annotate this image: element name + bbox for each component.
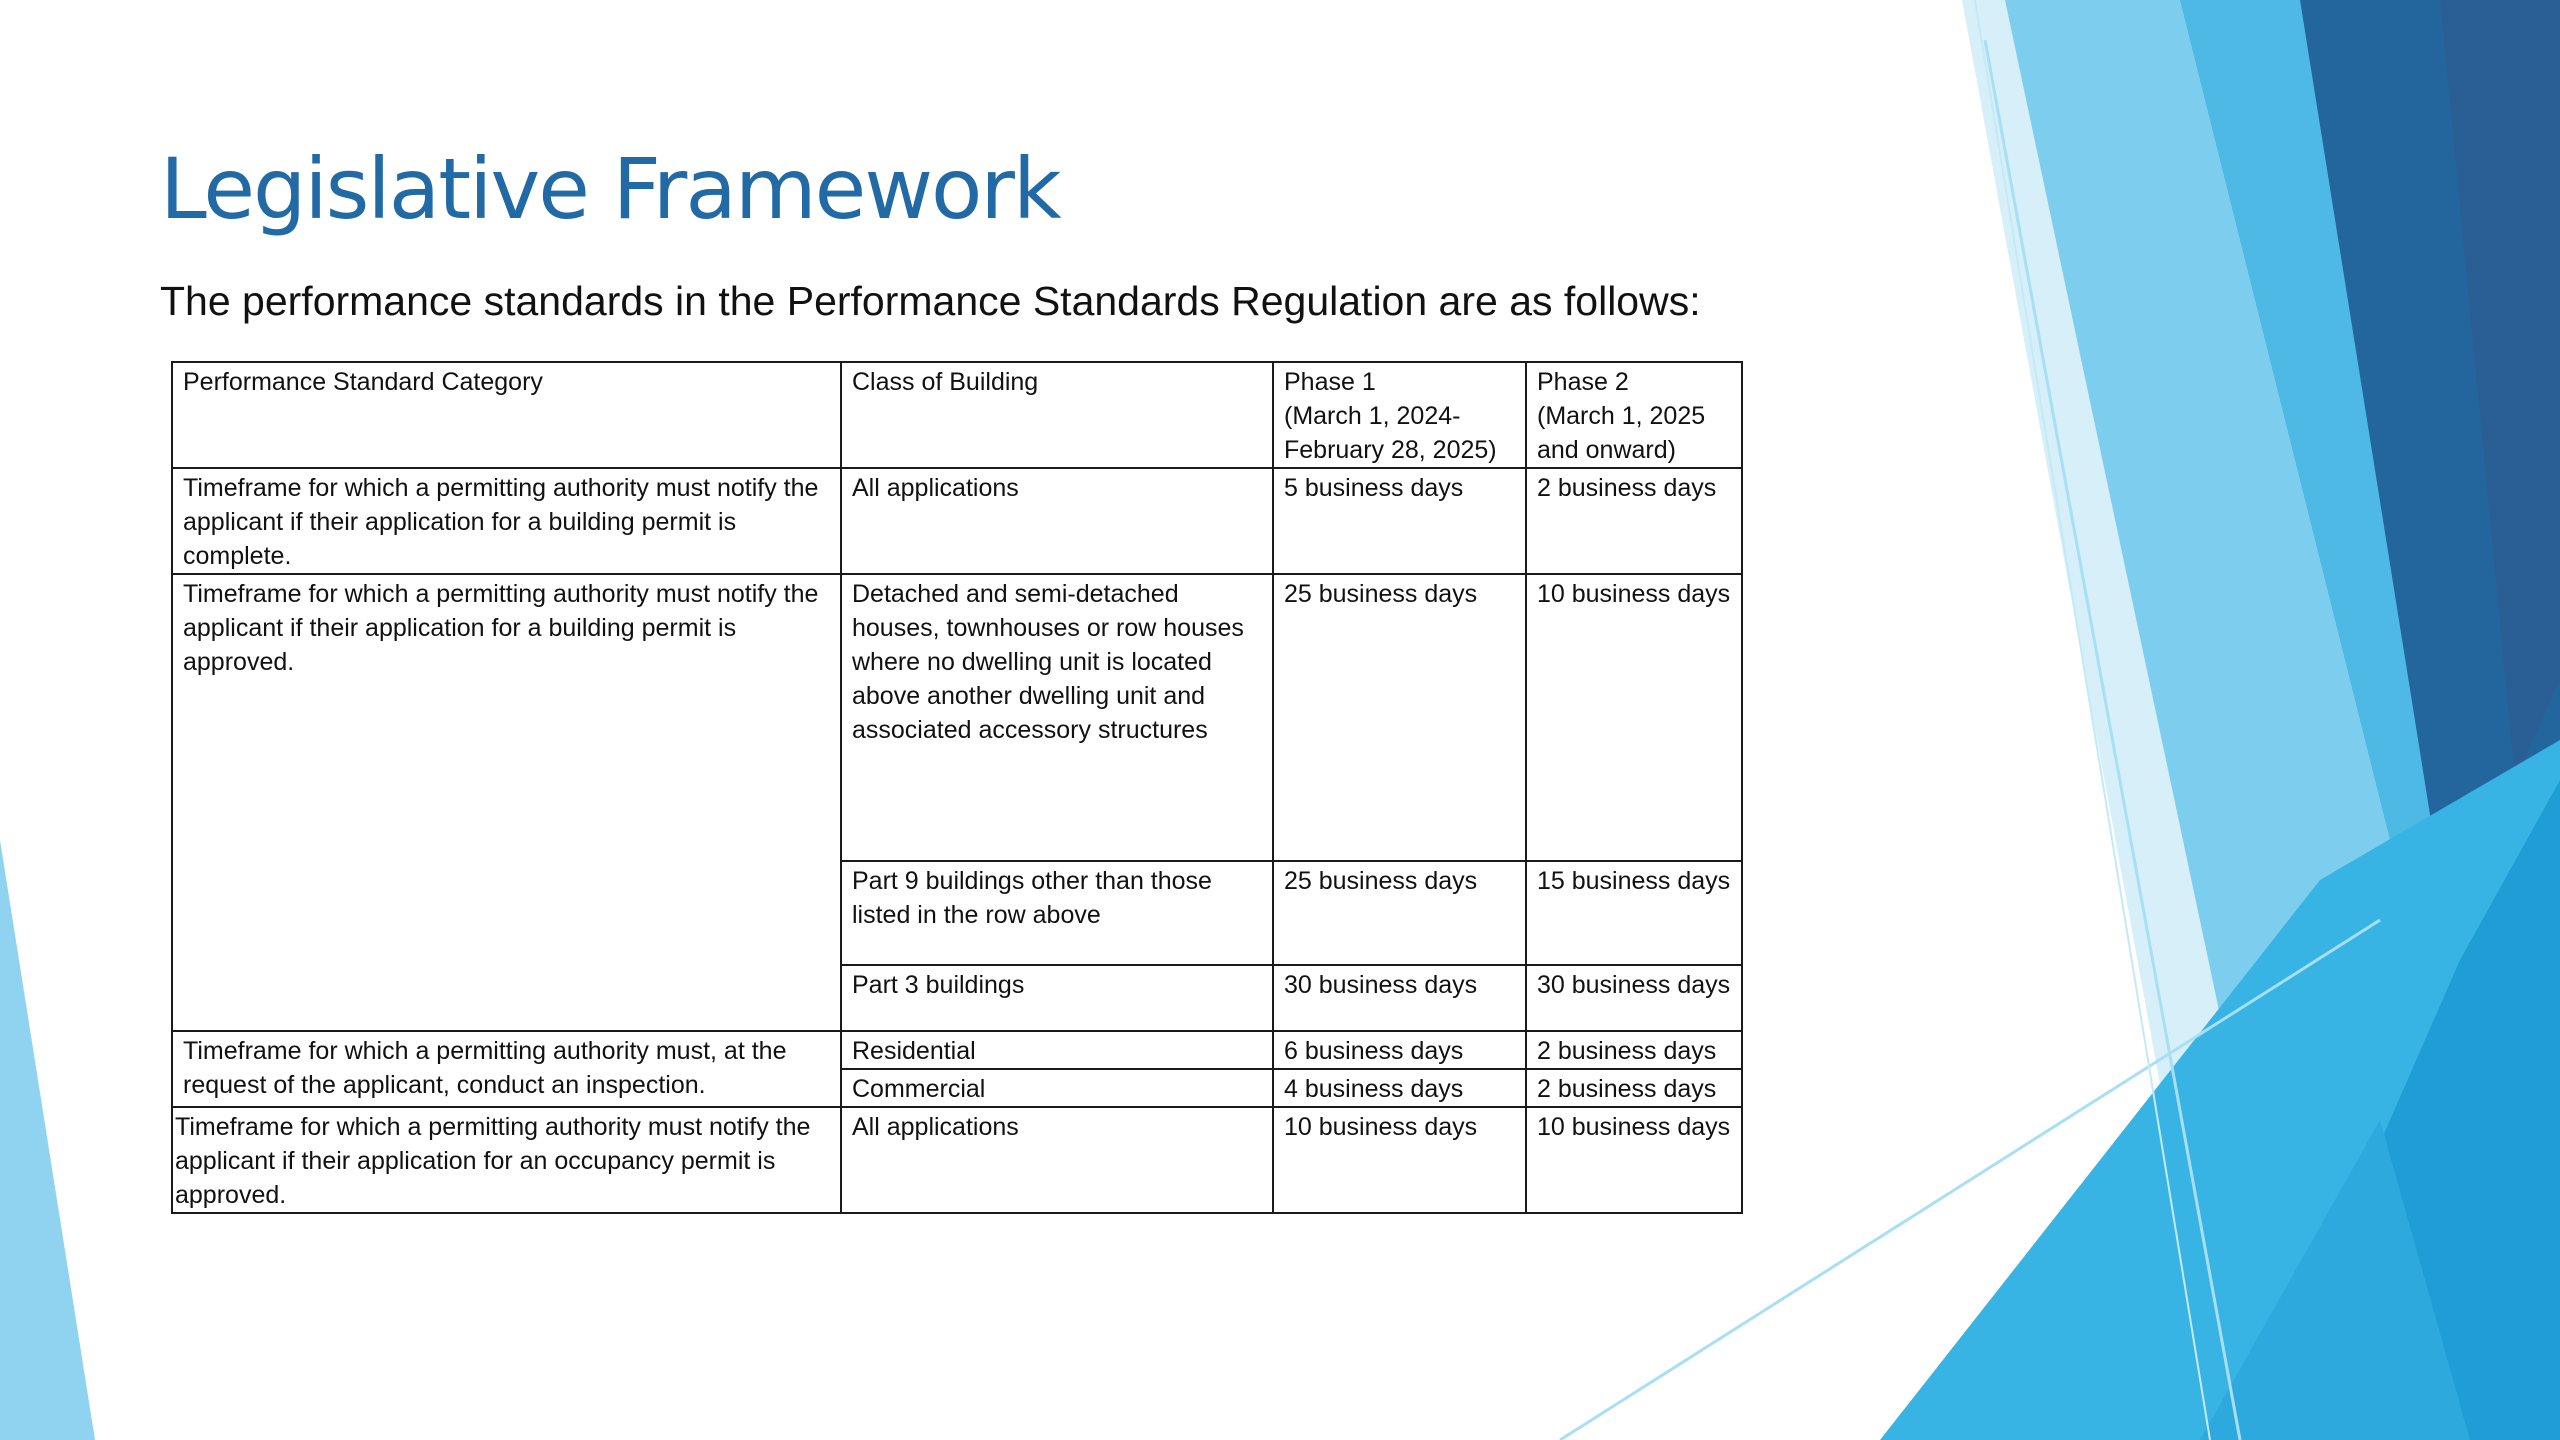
page-title: Legislative Framework xyxy=(160,140,1060,238)
phase2-cell: 2 business days xyxy=(1526,468,1742,574)
phase2-cell: 2 business days xyxy=(1526,1069,1742,1107)
class-cell: Part 3 buildings xyxy=(841,965,1273,1031)
header-phase1 xyxy=(1273,362,1526,468)
header-phase2-range: (March 1, 2025 and onward) xyxy=(1537,402,1706,464)
table-row xyxy=(172,1107,1742,1213)
header-phase2 xyxy=(1526,362,1742,468)
category-cell: Timeframe for which a permitting authority must notify the applicant if their application for a building permit is complete. xyxy=(172,468,841,574)
header-phase2-title: Phase 2 xyxy=(1537,368,1629,396)
class-cell: Detached and semi-detached houses, townhouses or row houses where no dwelling unit is located above another dwelling unit and associated accessory structures xyxy=(841,574,1273,861)
phase1-cell: 25 business days xyxy=(1273,861,1526,965)
category-cell: Timeframe for which a permitting authority must, at the request of the applicant, conduct an inspection. xyxy=(172,1031,841,1107)
table-header-row xyxy=(172,362,1742,468)
phase1-cell: 10 business days xyxy=(1273,1107,1526,1213)
phase1-cell: 30 business days xyxy=(1273,965,1526,1031)
performance-standards-table xyxy=(171,361,1743,1214)
phase2-cell: 30 business days xyxy=(1526,965,1742,1031)
class-cell: All applications xyxy=(841,1107,1273,1213)
category-cell: Timeframe for which a permitting authority must notify the applicant if their application for a building permit is approved. xyxy=(172,574,841,1031)
phase1-cell: 4 business days xyxy=(1273,1069,1526,1107)
header-phase1-range: (March 1, 2024-February 28, 2025) xyxy=(1284,402,1497,464)
page-subtitle: The performance standards in the Performance Standards Regulation are as follows: xyxy=(160,278,1701,324)
table-row xyxy=(172,574,1742,861)
phase1-cell: 25 business days xyxy=(1273,574,1526,861)
table-row xyxy=(172,468,1742,574)
phase2-cell: 15 business days xyxy=(1526,861,1742,965)
header-class: Class of Building xyxy=(841,362,1273,468)
left-edge-facet xyxy=(0,840,95,1440)
header-category: Performance Standard Category xyxy=(172,362,841,468)
phase2-cell: 10 business days xyxy=(1526,1107,1742,1213)
phase1-cell: 5 business days xyxy=(1273,468,1526,574)
phase1-cell: 6 business days xyxy=(1273,1031,1526,1069)
header-phase1-title: Phase 1 xyxy=(1284,368,1376,396)
phase2-cell: 2 business days xyxy=(1526,1031,1742,1069)
class-cell: Part 9 buildings other than those listed in the row above xyxy=(841,861,1273,965)
class-cell: Residential xyxy=(841,1031,1273,1069)
class-cell: Commercial xyxy=(841,1069,1273,1107)
phase2-cell: 10 business days xyxy=(1526,574,1742,861)
class-cell: All applications xyxy=(841,468,1273,574)
category-cell: Timeframe for which a permitting authority must notify the applicant if their application for an occupancy permit is approved. xyxy=(172,1107,841,1213)
table-row xyxy=(172,1031,1742,1069)
